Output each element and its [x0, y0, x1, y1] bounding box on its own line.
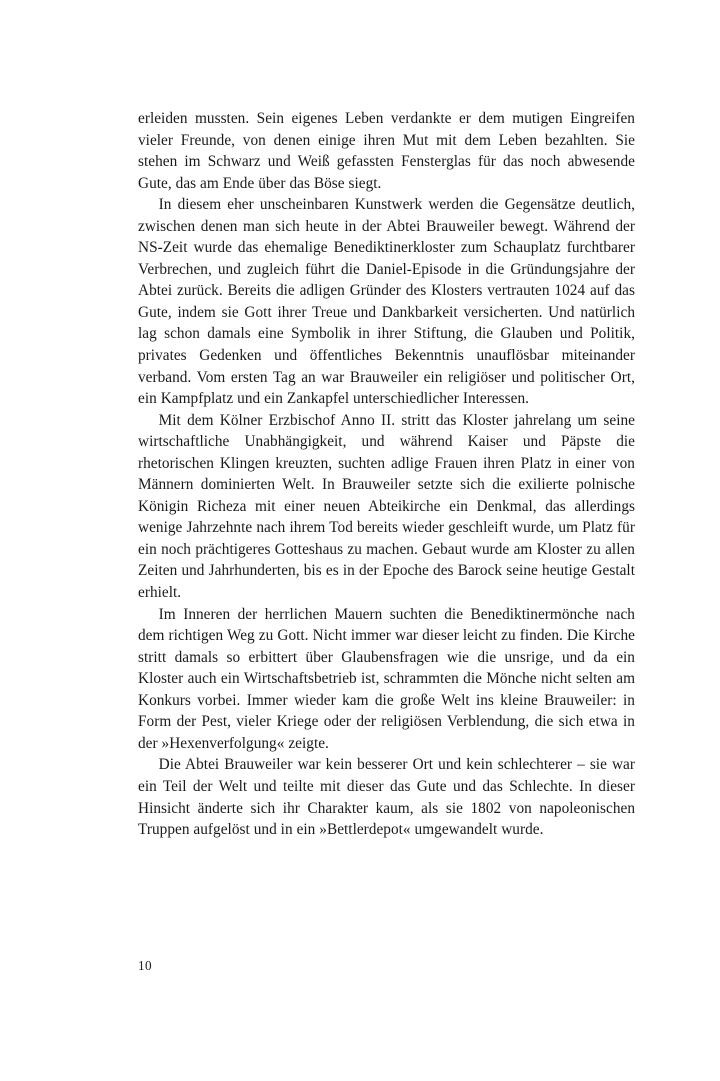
paragraph-5: Die Abtei Brauweiler war kein besserer Ort und kein schlechterer – sie war ein Teil der Welt und teilte mit dieser das Gute und das Schlechte. In dieser Hinsicht änderte sich ihr Charakter kaum, als sie 1802 von napoleonischen Truppen aufgelöst und in ein »Bettlerdepot« umgewandelt wurde.	[138, 756, 635, 839]
body-text-block	[138, 108, 635, 841]
paragraph-2: In diesem eher unscheinbaren Kunstwerk werden die Gegensätze deutlich, zwischen denen man sich heute in der Abtei Brauweiler bewegt. Während der NS-Zeit wurde das ehemalige Benediktinerkloster zum Schauplatz furchtbarer Verbrechen, und zugleich führt die Daniel-Episode in die Gründungsjahre der Abtei zurück. Bereits die adligen Gründer des Klosters vertrauten 1024 auf das Gute, indem sie Gott ihrer Treue und Dankbarkeit versicherten. Und natürlich lag schon damals eine Symbolik in ihrer Stiftung, die Glauben und Politik, privates Gedenken und öffentliches Bekenntnis unauflösbar miteinander verband. Vom ersten Tag an war Brauweiler ein religiöser und politischer Ort, ein Kampfplatz und ein Zankapfel unterschiedlicher Interessen.	[138, 196, 635, 408]
paragraph-4: Im Inneren der herrlichen Mauern suchten die Benediktinermönche nach dem richtigen Weg zu Gott. Nicht immer war dieser leicht zu finden. Die Kirche stritt damals so erbittert über Glaubensfragen wie die unsrige, und da ein Kloster auch ein Wirtschaftsbetrieb ist, schrammten die Mönche nicht selten am Konkurs vorbei. Immer wieder kam die große Welt ins kleine Brauweiler: in Form der Pest, vieler Kriege oder der religiösen Verblendung, die sich etwa in der »Hexenverfolgung« zeigte.	[138, 605, 635, 752]
page-number: 10	[138, 958, 152, 973]
paragraph-1: erleiden mussten. Sein eigenes Leben verdankte er dem mutigen Eingreifen vieler Freunde, von denen einige ihren Mut mit dem Leben bezahlten. Sie stehen im Schwarz und Weiß gefassten Fensterglas für das noch abwesende Gute, das am Ende über das Böse siegt.	[138, 110, 635, 192]
paragraph-3: Mit dem Kölner Erzbischof Anno II. stritt das Kloster jahrelang um seine wirtschaftliche Unabhängigkeit, und während Kaiser und Päpste die rhetorischen Klingen kreuzten, suchten adlige Frauen ihren Platz in einer von Männern dominierten Welt. In Brauweiler setzte sich die exilierte polnische Königin Richeza mit einer neuen Abteikirche ein Denkmal, das allerdings wenige Jahrzehnte nach ihrem Tod bereits wieder geschleift wurde, um Platz für ein noch prächtigeres Gotteshaus zu machen. Gebaut wurde am Kloster zu allen Zeiten und Jahrhunderten, bis es in der Epoche des Barock seine heutige Gestalt erhielt.	[138, 411, 635, 602]
